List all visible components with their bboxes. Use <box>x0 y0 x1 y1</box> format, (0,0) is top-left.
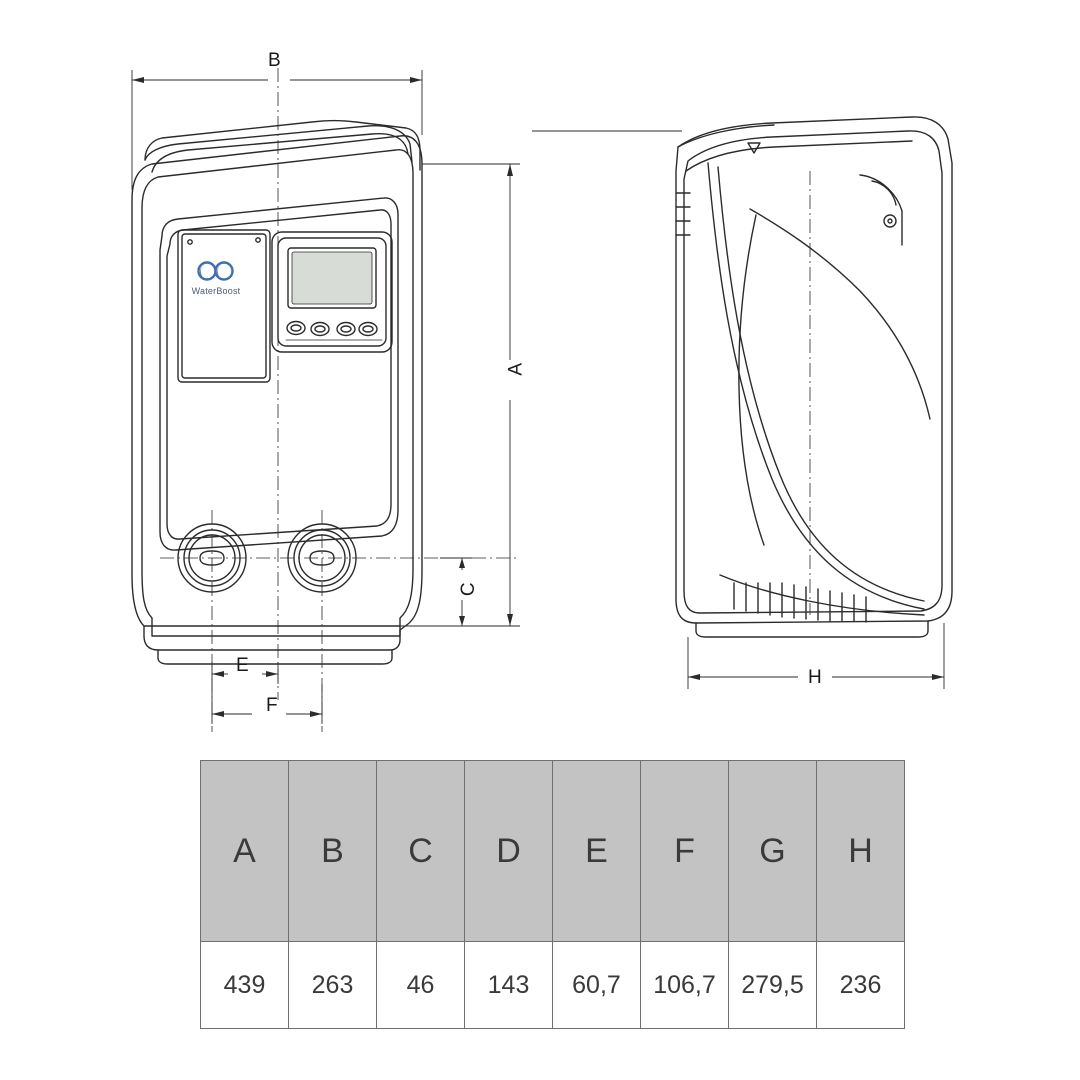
brand-name: WaterBoost <box>191 286 241 296</box>
dimension-label-A: A <box>505 362 527 376</box>
table-cell: 60,7 <box>553 942 641 1029</box>
table-cell: 46 <box>377 942 465 1029</box>
table-cell: 279,5 <box>729 942 817 1029</box>
dimension-label-H: H <box>808 667 823 688</box>
side-view-drawing <box>520 75 980 775</box>
table-cell: 236 <box>817 942 905 1029</box>
table-header-cell: G <box>729 761 817 942</box>
table-header-cell: E <box>553 761 641 942</box>
table-header-cell: H <box>817 761 905 942</box>
table-row <box>201 942 905 1029</box>
dimension-label-F: F <box>266 695 279 716</box>
table-header-cell: A <box>201 761 289 942</box>
table-cell: 106,7 <box>641 942 729 1029</box>
table-header-cell: B <box>289 761 377 942</box>
table-cell: 263 <box>289 942 377 1029</box>
dimension-label-E: E <box>236 655 250 676</box>
table-header-cell: D <box>465 761 553 942</box>
table-header-row <box>201 761 905 942</box>
table-header-cell: C <box>377 761 465 942</box>
dimension-label-B: B <box>268 50 282 71</box>
dimension-table <box>200 760 905 1029</box>
dimension-label-C: C <box>458 581 480 597</box>
table-cell: 143 <box>465 942 553 1029</box>
table-header-cell: F <box>641 761 729 942</box>
table-cell: 439 <box>201 942 289 1029</box>
